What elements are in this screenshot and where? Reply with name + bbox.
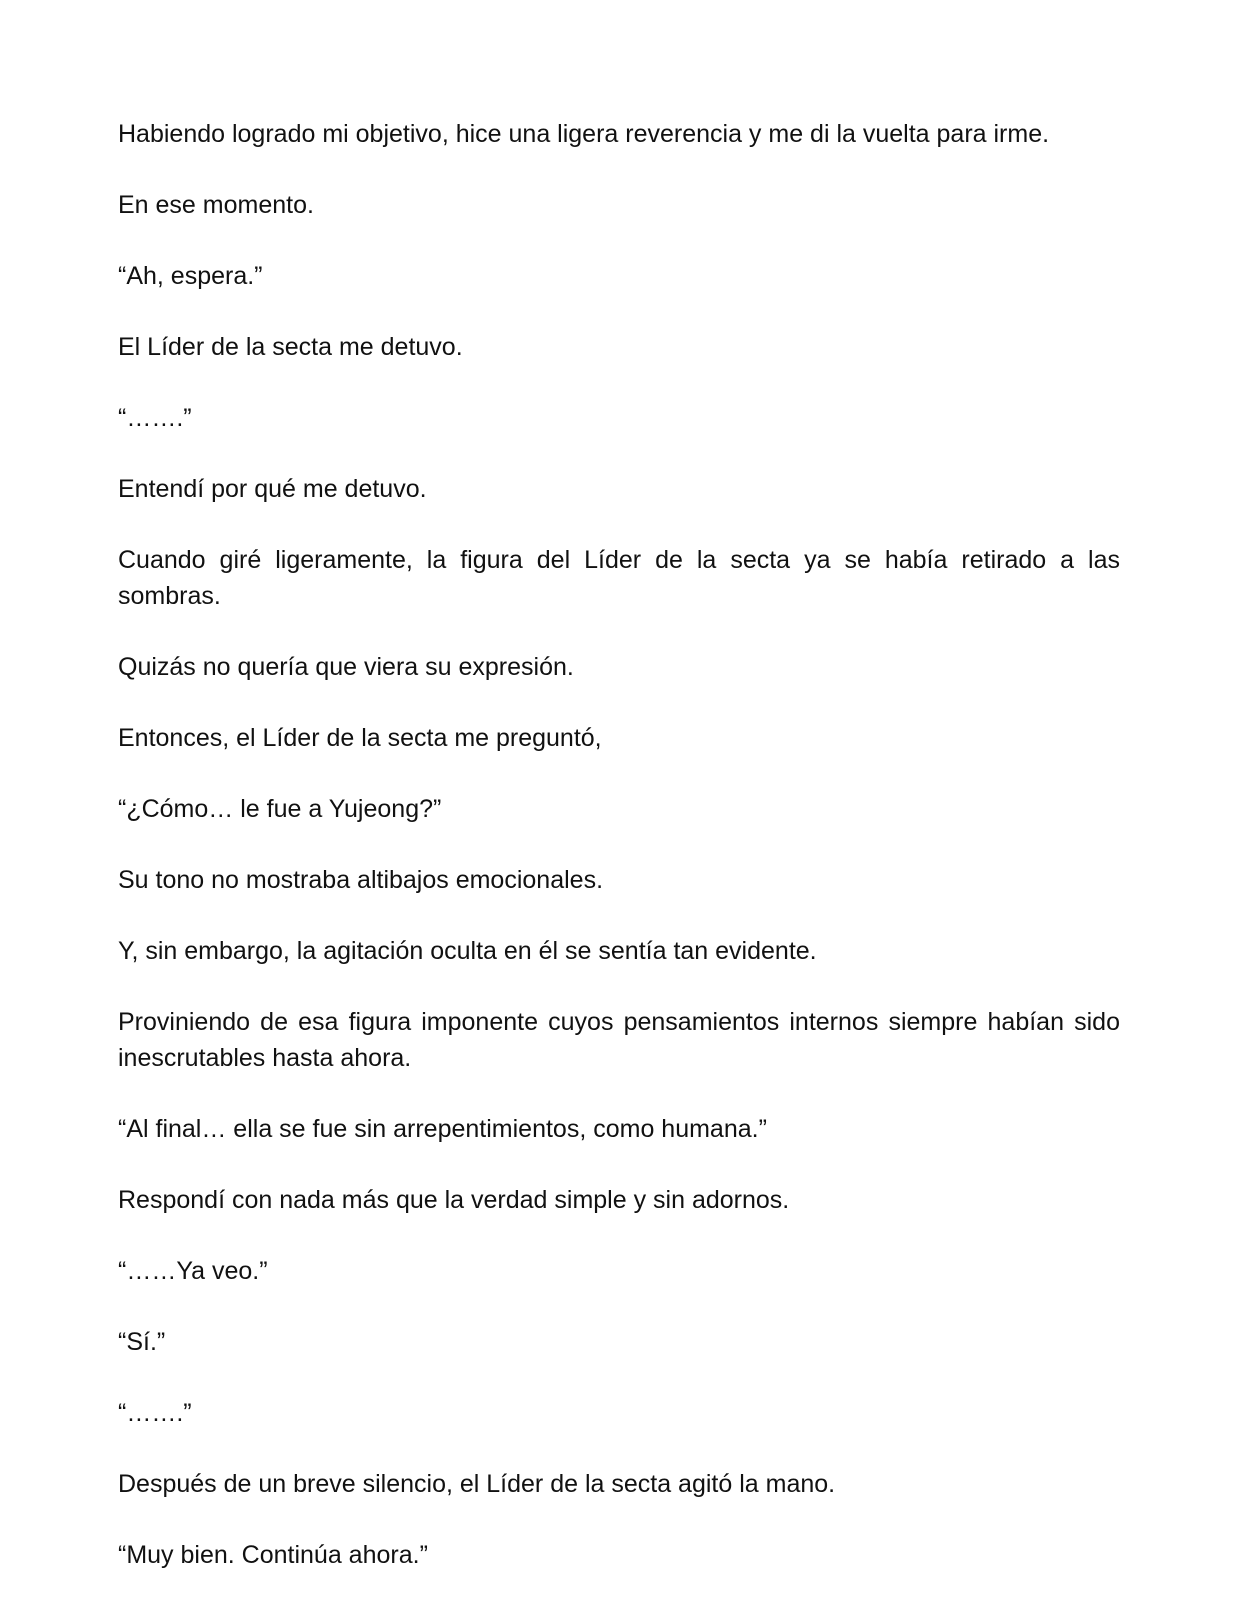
paragraph: En ese momento. <box>118 191 314 219</box>
paragraph: Entonces, el Líder de la secta me preguntó, <box>118 724 602 752</box>
paragraph: Proviniendo de esa figura imponente cuyos pensamientos internos siempre habían sido inescrutables hasta ahora. <box>118 1008 1120 1072</box>
paragraph: Su tono no mostraba altibajos emocionales. <box>118 866 604 894</box>
dialogue-paragraph: “……Ya veo.” <box>118 1257 268 1285</box>
paragraph: Quizás no quería que viera su expresión. <box>118 653 574 681</box>
dialogue-paragraph: “Muy bien. Continúa ahora.” <box>118 1541 428 1569</box>
paragraph: Después de un breve silencio, el Líder de la secta agitó la mano. <box>118 1470 836 1498</box>
paragraph: El Líder de la secta me detuvo. <box>118 333 463 361</box>
dialogue-paragraph: “¿Cómo… le fue a Yujeong?” <box>118 795 442 823</box>
paragraph: Entendí por qué me detuvo. <box>118 475 427 503</box>
paragraph: Respondí con nada más que la verdad simple y sin adornos. <box>118 1186 790 1214</box>
dialogue-paragraph: “…….” <box>118 404 192 432</box>
document-body <box>118 116 1120 1573</box>
dialogue-paragraph: “…….” <box>118 1399 192 1427</box>
paragraph: Y, sin embargo, la agitación oculta en él se sentía tan evidente. <box>118 937 817 965</box>
paragraph: Cuando giré ligeramente, la figura del Líder de la secta ya se había retirado a las sombras. <box>118 546 1120 610</box>
dialogue-paragraph: “Al final… ella se fue sin arrepentimientos, como humana.” <box>118 1115 767 1143</box>
dialogue-paragraph: “Ah, espera.” <box>118 262 263 290</box>
paragraph: Habiendo logrado mi objetivo, hice una ligera reverencia y me di la vuelta para irme. <box>118 120 1050 148</box>
dialogue-paragraph: “Sí.” <box>118 1328 166 1356</box>
